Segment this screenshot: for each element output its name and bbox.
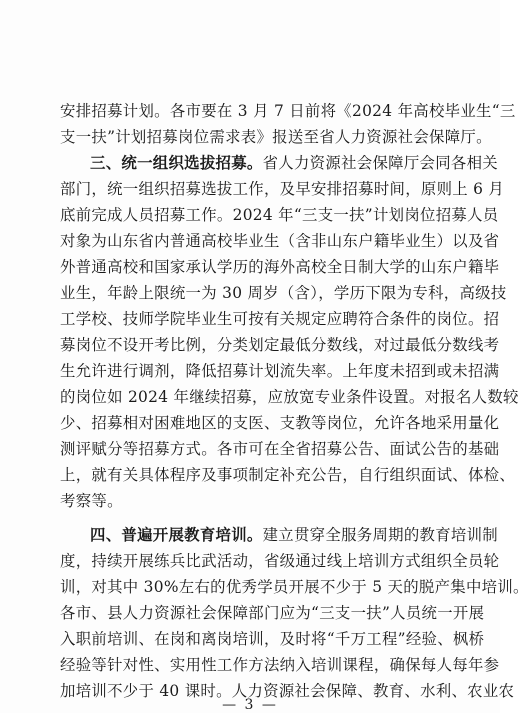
text-line: 外普通高校和国家承认学历的海外高校全日制大学的山东户籍毕 (60, 258, 500, 276)
text-line: 上，就有关具体程序及事项制定补充公告，自行组织面试、体检、 (60, 466, 516, 484)
text-line: 工学校、技师学院毕业生可按有关规定应聘符合条件的岗位。招 (60, 310, 500, 328)
text-line: 各市、县人力资源社会保障部门应为“三支一扶”人员统一开展 (60, 604, 485, 622)
section-3-text: 省人力资源社会保障厅会同各相关 (262, 154, 498, 172)
page-number: — 3 — (222, 697, 278, 713)
text-line: 的岗位如 2024 年继续招募，应放宽专业条件设置。对报名人数较 (60, 388, 519, 406)
text-line: 底前完成人员招募工作。2024 年“三支一扶”计划岗位招募人员 (60, 206, 499, 224)
text-line: 加培训不少于 40 课时。人力资源社会保障、教育、水利、农业农 (60, 682, 515, 700)
section-3-line (60, 153, 498, 173)
section-4-line (60, 525, 498, 545)
text-line: 支一扶”计划招募岗位需求表》报送至省人力资源社会保障厅。 (60, 128, 492, 146)
section-4-heading: 四、普遍开展教育培训。 (90, 526, 263, 544)
text-line: 度，持续开展练兵比武活动，省级通过线上培训方式组织全员轮 (60, 552, 500, 570)
text-line: 考察等。 (60, 492, 123, 510)
text-line: 部门，统一组织招募选拔工作，及早安排招募时间，原则上 6 月 (60, 180, 505, 198)
text-line: 经验等针对性、实用性工作方法纳入培训课程，确保每人每年参 (60, 656, 500, 674)
text-line: 测评赋分等招募方式。各市可在全省招募公告、面试公告的基础 (60, 440, 500, 458)
text-line: 业生，年龄上限统一为 30 周岁（含），学历下限为专科，高级技 (60, 284, 507, 302)
text-line: 生允许进行调剂，降低招募计划流失率。上年度未招到或未招满 (60, 362, 500, 380)
text-line: 安排招募计划。各市要在 3 月 7 日前将《2024 年高校毕业生“三 (60, 102, 516, 120)
text-line: 入职前培训、在岗和离岗培训，及时将“千万工程”经验、枫桥 (60, 630, 485, 648)
text-line: 对象为山东省内普通高校毕业生（含非山东户籍毕业生）以及省 (60, 232, 500, 250)
section-3-heading: 三、统一组织选拔招募。 (90, 154, 263, 172)
text-line: 少、招募相对困难地区的支医、支教等岗位，允许各地采用量化 (60, 414, 500, 432)
text-line: 募岗位不设开考比例，分类划定最低分数线，对过最低分数线考 (60, 336, 500, 354)
text-line: 训，对其中 30%左右的优秀学员开展不少于 5 天的脱产集中培训。 (60, 578, 529, 596)
section-4-text: 建立贯穿全服务周期的教育培训制 (262, 526, 498, 544)
